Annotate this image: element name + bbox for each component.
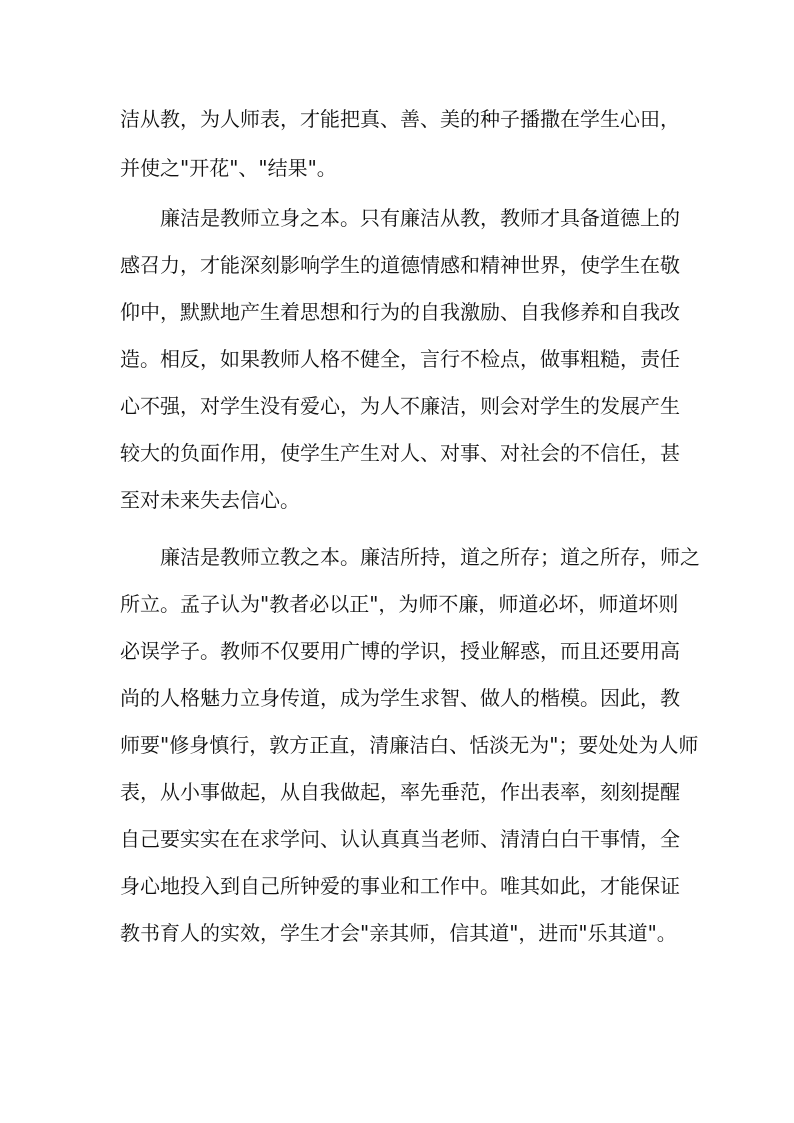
text-line: 必误学子。教师不仅要用广博的学识，授业解惑，而且还要用高 — [120, 639, 680, 663]
text-line: 身心地投入到自己所钟爱的事业和工作中。唯其如此，才能保证 — [120, 874, 680, 898]
text-line: 并使之"开花"、"结果"。 — [120, 156, 337, 180]
text-line: 感召力，才能深刻影响学生的道德情感和精神世界，使学生在敬 — [120, 253, 680, 277]
text-line: 较大的负面作用，使学生产生对人、对事、对社会的不信任，甚 — [120, 441, 680, 465]
text-line: 表，从小事做起，从自我做起，率先垂范，作出表率，刻刻提醒 — [120, 780, 680, 804]
text-line: 仰中，默默地产生着思想和行为的自我激励、自我修养和自我改 — [120, 300, 680, 324]
text-line: 心不强，对学生没有爱心，为人不廉洁，则会对学生的发展产生 — [120, 394, 680, 418]
paragraph-first-line: 廉洁是教师立教之本。廉洁所持，道之所存；道之所存，师之 — [160, 545, 700, 569]
text-line: 自己要实实在在求学问、认认真真当老师、清清白白干事情，全 — [120, 827, 680, 851]
text-line: 所立。孟子认为"教者必以正"，为师不廉，师道必坏，师道坏则 — [120, 592, 679, 616]
text-line: 洁从教，为人师表，才能把真、善、美的种子播撒在学生心田， — [120, 107, 680, 131]
paragraph-first-line: 廉洁是教师立身之本。只有廉洁从教，教师才具备道德上的 — [160, 206, 680, 230]
text-line: 造。相反，如果教师人格不健全，言行不检点，做事粗糙，责任 — [120, 347, 680, 371]
text-line: 至对未来失去信心。 — [120, 488, 300, 512]
text-line: 师要"修身慎行，敦方正直，清廉洁白、恬淡无为"；要处处为人师 — [120, 733, 699, 757]
text-line: 尚的人格魅力立身传道，成为学生求智、做人的楷模。因此，教 — [120, 686, 680, 710]
text-line: 教书育人的实效，学生才会"亲其师，信其道"，进而"乐其道"。 — [120, 921, 677, 945]
